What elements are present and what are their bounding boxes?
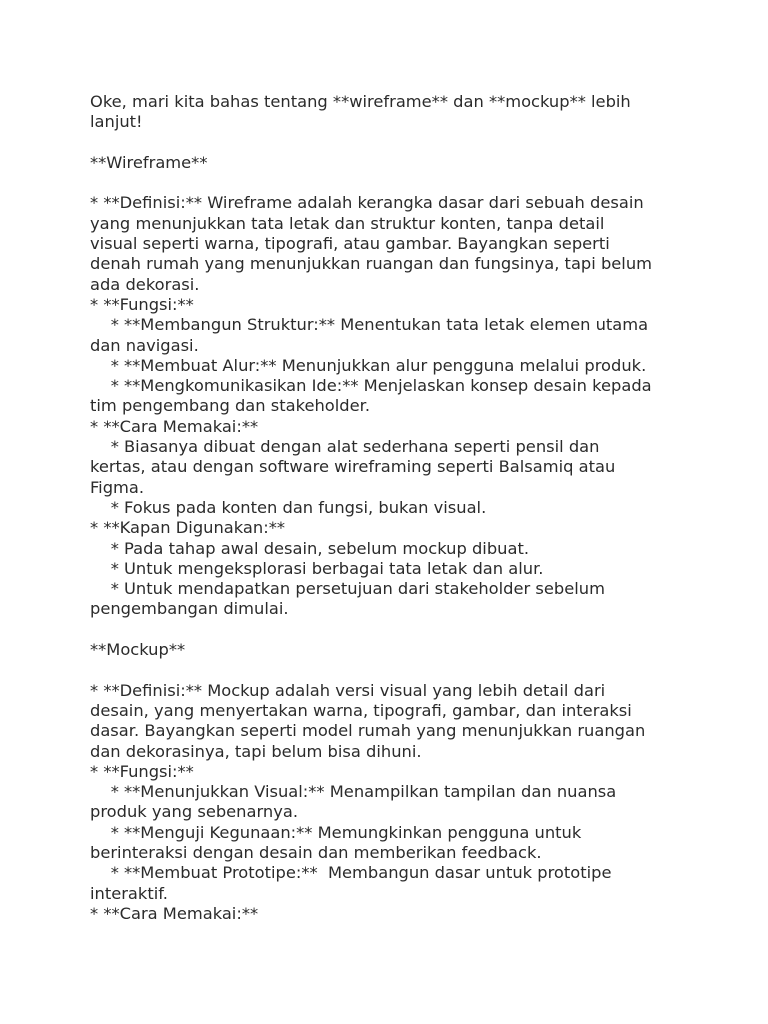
text-line: * **Cara Memakai:** [90, 416, 259, 436]
text-line: Oke, mari kita bahas tentang **wireframe** dan **mockup** lebih [90, 92, 631, 111]
text-line [90, 620, 690, 640]
text-line: **Mockup** [90, 640, 186, 660]
text-line: * **Membuat Alur:** Menunjukkan alur pengguna melalui produk. [90, 355, 647, 375]
text-line: yang menunjukkan tata letak dan struktur konten, tanpa detail [90, 213, 605, 233]
text-line: * Pada tahap awal desain, sebelum mockup dibuat. [90, 538, 530, 558]
text-line: * **Mengkomunikasikan Ide:** Menjelaskan konsep desain kepada [90, 376, 652, 396]
text-line: berinteraksi dengan desain dan memberikan feedback. [90, 842, 542, 862]
text-line: * **Kapan Digunakan:** [90, 518, 285, 538]
text-line: dasar. Bayangkan seperti model rumah yang menunjukkan ruangan [90, 721, 646, 741]
text-line: desain, yang menyertakan warna, tipografi, gambar, dan interaksi [90, 700, 632, 720]
text-line: lanjut! [90, 112, 143, 132]
text-line: * **Fungsi:** [90, 294, 194, 314]
text-line: * **Definisi:** Mockup adalah versi visual yang lebih detail dari [90, 680, 606, 700]
text-line: **Wireframe** [90, 152, 208, 172]
text-line: ada dekorasi. [90, 274, 200, 294]
text-line: * **Menguji Kegunaan:** Memungkinkan pengguna untuk [90, 822, 582, 842]
text-line: pengembangan dimulai. [90, 599, 289, 619]
text-line: * Untuk mendapatkan persetujuan dari stakeholder sebelum [90, 579, 605, 599]
text-line: kertas, atau dengan software wireframing seperti Balsamiq atau [90, 457, 616, 477]
text-line: dan dekorasinya, tapi belum bisa dihuni. [90, 741, 422, 761]
text-line: * **Fungsi:** [90, 761, 194, 781]
text-line: * **Membuat Prototipe:** Membangun dasar untuk prototipe [90, 863, 612, 883]
document-body [90, 92, 690, 924]
text-line: dan navigasi. [90, 335, 199, 355]
text-line: * **Cara Memakai:** [90, 903, 259, 923]
text-line [90, 133, 690, 153]
text-line: * **Menunjukkan Visual:** Menampilkan tampilan dan nuansa [90, 782, 617, 802]
text-line: * Untuk mengeksplorasi berbagai tata letak dan alur. [90, 558, 544, 578]
text-line: tim pengembang dan stakeholder. [90, 396, 371, 416]
text-line: * Biasanya dibuat dengan alat sederhana seperti pensil dan [90, 437, 600, 457]
text-line: * Fokus pada konten dan fungsi, bukan visual. [90, 497, 487, 517]
text-line: denah rumah yang menunjukkan ruangan dan fungsinya, tapi belum [90, 254, 653, 274]
text-line: interaktif. [90, 883, 168, 903]
text-line: Figma. [90, 477, 145, 497]
text-line: * **Membangun Struktur:** Menentukan tata letak elemen utama [90, 315, 649, 335]
text-line: visual seperti warna, tipografi, atau gambar. Bayangkan seperti [90, 234, 610, 254]
text-line: produk yang sebenarnya. [90, 802, 298, 822]
text-line [90, 660, 690, 680]
text-line [90, 173, 690, 193]
text-line: * **Definisi:** Wireframe adalah kerangka dasar dari sebuah desain [90, 193, 644, 213]
